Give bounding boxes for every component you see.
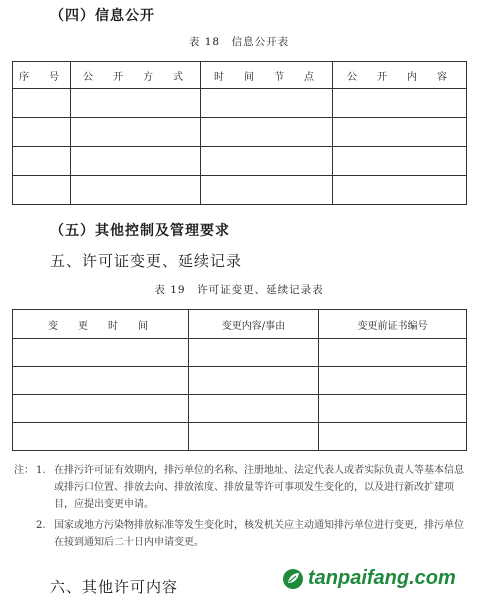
note-number: 1. — [36, 465, 46, 476]
section-heading-disclosure: （四）信息公开 — [50, 8, 155, 24]
column-header: 变更内容/事由 — [189, 310, 319, 339]
table-cell[interactable] — [189, 423, 319, 451]
table-cell[interactable] — [13, 395, 189, 423]
table-cell[interactable] — [71, 118, 201, 147]
table-row — [13, 89, 467, 118]
note-item — [14, 517, 470, 551]
table-cell[interactable] — [333, 118, 467, 147]
table-header-row — [13, 310, 467, 339]
table18-caption: 表 18 信息公开表 — [188, 36, 290, 48]
column-header: 公 开 方 式 — [71, 62, 201, 89]
table-cell[interactable] — [333, 176, 467, 205]
disclosure-table — [12, 61, 467, 205]
table-row — [13, 118, 467, 147]
watermark — [282, 567, 456, 590]
table-header-row — [13, 62, 467, 89]
leaf-logo-icon — [282, 568, 304, 590]
table-cell[interactable] — [13, 423, 189, 451]
column-header: 公 开 内 容 — [333, 62, 467, 89]
table-cell[interactable] — [71, 176, 201, 205]
table-cell[interactable] — [201, 147, 333, 176]
table-row — [13, 395, 467, 423]
table-row — [13, 339, 467, 367]
section-heading-other-control: （五）其他控制及管理要求 — [50, 223, 230, 239]
table-cell[interactable] — [319, 367, 467, 395]
column-header: 变更前证书编号 — [319, 310, 467, 339]
note-item — [14, 462, 470, 513]
table-cell[interactable] — [189, 339, 319, 367]
notes-block — [14, 462, 470, 551]
table-cell[interactable] — [13, 367, 189, 395]
note-text: 在排污许可证有效期内，排污单位的名称、注册地址、法定代表人或者实际负责人等基本信息或排污口位置、排放去向、排放浓度、排放量等许可事项发生变化的，以及进行新改扩建项目，应提出变更申请。 — [54, 465, 464, 510]
table-cell[interactable] — [333, 147, 467, 176]
table-cell[interactable] — [189, 367, 319, 395]
table-row — [13, 147, 467, 176]
note-number: 2. — [36, 520, 46, 531]
column-header: 时 间 节 点 — [201, 62, 333, 89]
table-cell[interactable] — [13, 339, 189, 367]
change-record-table — [12, 309, 467, 451]
table-row — [13, 176, 467, 205]
table-row — [13, 423, 467, 451]
table-cell[interactable] — [13, 118, 71, 147]
table-cell[interactable] — [201, 176, 333, 205]
table-cell[interactable] — [71, 147, 201, 176]
table-cell[interactable] — [13, 89, 71, 118]
column-header: 变 更 时 间 — [13, 310, 189, 339]
table-cell[interactable] — [13, 147, 71, 176]
section-heading-other-permit: 六、其他许可内容 — [50, 578, 179, 596]
section-heading-change-record: 五、许可证变更、延续记录 — [50, 252, 243, 270]
column-header: 序 号 — [13, 62, 71, 89]
table-cell[interactable] — [333, 89, 467, 118]
table-cell[interactable] — [319, 395, 467, 423]
table-cell[interactable] — [13, 176, 71, 205]
table-cell[interactable] — [201, 89, 333, 118]
note-lead: 注： — [14, 465, 34, 476]
table-cell[interactable] — [319, 423, 467, 451]
watermark-text: tanpaifang.com — [308, 567, 456, 589]
table-cell[interactable] — [319, 339, 467, 367]
table-cell[interactable] — [71, 89, 201, 118]
note-text: 国家或地方污染物排放标准等发生变化时，核发机关应主动通知排污单位进行变更，排污单位在接到通知后二十日内申请变更。 — [54, 520, 464, 548]
table-row — [13, 367, 467, 395]
table-cell[interactable] — [201, 118, 333, 147]
table19-caption: 表 19 许可证变更、延续记录表 — [154, 284, 324, 296]
table-cell[interactable] — [189, 395, 319, 423]
